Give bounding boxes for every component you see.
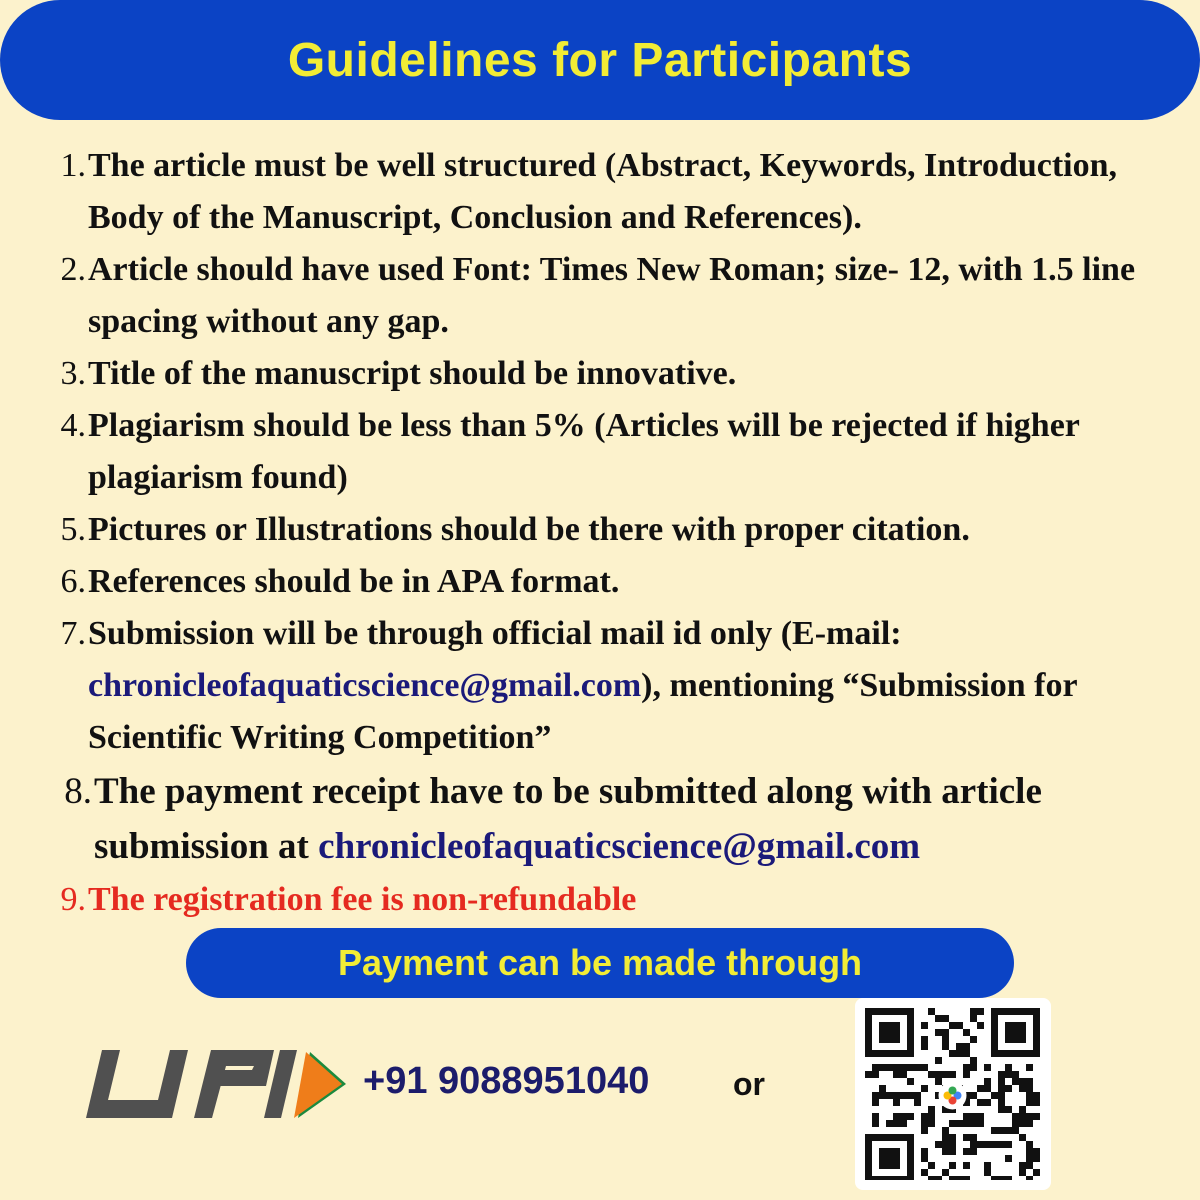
guideline-text: The article must be well structured (Abstract, Keywords, Introduction, Body of the Manuscript, Conclusion and References). [88, 147, 1118, 236]
guideline-item [48, 400, 1178, 504]
guideline-number: 7. [60, 615, 86, 652]
guideline-text: Article should have used Font: Times New Roman; size- 12, with 1.5 line spacing without any gap. [88, 251, 1136, 340]
guideline-item [48, 608, 1178, 764]
guideline-number: 8. [64, 771, 92, 812]
guideline-text-end: ), mentioning “Submission for Scientific Writing Competition” [88, 667, 1077, 756]
page-title: Guidelines for Participants [287, 33, 913, 87]
guidelines-list [48, 140, 1178, 926]
email-link[interactable]: chronicleofaquaticscience@gmail.com [88, 667, 642, 704]
guideline-number: 4. [60, 407, 86, 444]
guideline-number: 9. [60, 881, 86, 918]
phone-number[interactable]: +91 9088951040 [363, 1060, 650, 1102]
guideline-item [48, 244, 1178, 348]
title-banner [0, 0, 1200, 120]
guideline-number: 3. [60, 355, 86, 392]
payment-heading: Payment can be made through [337, 942, 863, 983]
guideline-text: References should be in APA format. [88, 563, 620, 600]
upi-logo-icon [84, 1042, 349, 1126]
qr-code [855, 998, 1051, 1190]
guideline-text: Pictures or Illustrations should be there with proper citation. [88, 511, 970, 548]
guideline-text-start: The payment receipt have to be submitted along with article submission at [94, 771, 1042, 867]
guideline-number: 2. [60, 251, 86, 288]
guideline-text-start: Submission will be through official mail id only (E-mail: [88, 615, 902, 652]
guideline-text: The registration fee is non-refundable [88, 881, 637, 918]
guideline-item [48, 140, 1178, 244]
guideline-number: 1. [60, 147, 86, 184]
guideline-item [48, 556, 1178, 608]
payment-banner [186, 928, 1014, 998]
guideline-text: Title of the manuscript should be innovative. [88, 355, 737, 392]
guideline-item [48, 504, 1178, 556]
guideline-item [54, 764, 1178, 874]
or-separator: or [733, 1066, 765, 1102]
email-link[interactable]: chronicleofaquaticscience@gmail.com [318, 826, 921, 867]
upi-logo [84, 1042, 349, 1126]
guideline-text: Plagiarism should be less than 5% (Articles will be rejected if higher plagiarism found) [88, 407, 1080, 496]
guideline-number: 6. [60, 563, 86, 600]
guideline-item [48, 348, 1178, 400]
guideline-number: 5. [60, 511, 86, 548]
guideline-text [94, 764, 1178, 874]
guideline-item-warning [48, 874, 1178, 926]
guideline-text [88, 608, 1178, 764]
qr-code-icon [865, 1008, 1041, 1180]
